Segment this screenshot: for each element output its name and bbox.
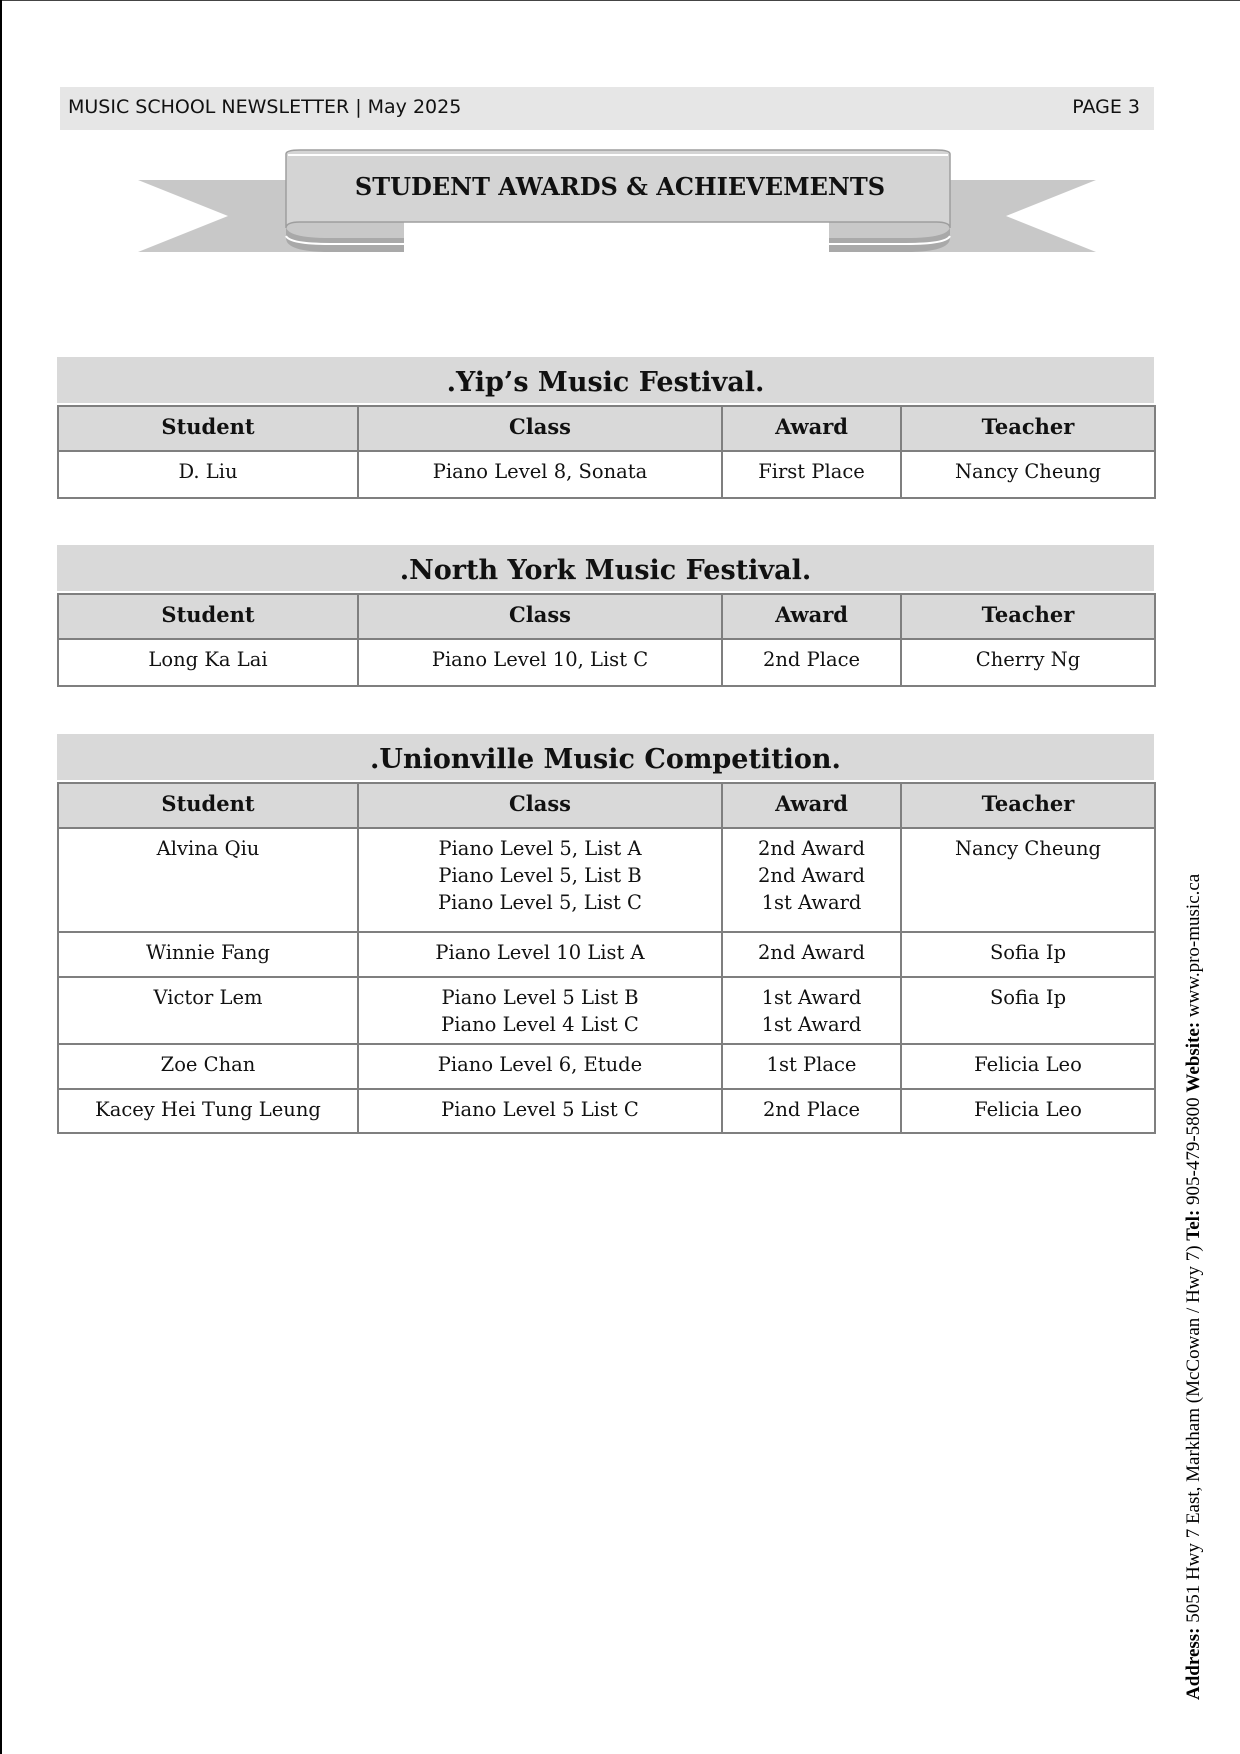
student-cell: Kacey Hei Tung Leung [58,1089,358,1133]
table-header-row [58,594,1155,639]
award-cell [722,639,901,686]
class-line: Piano Level 6, Etude [437,1053,643,1076]
class-cell [358,639,722,686]
column-header-teacher: Teacher [901,406,1155,451]
student-cell: Winnie Fang [58,932,358,977]
section-title: .Unionville Music Competition. [57,734,1154,782]
table-row [58,1089,1155,1133]
table-row [58,932,1155,977]
awards-table [57,782,1156,1134]
award-line: 2nd Award [758,941,865,964]
award-line: 2nd Place [762,648,861,671]
class-line: Piano Level 10, List C [431,648,649,671]
teacher-cell: Felicia Leo [901,1044,1155,1089]
column-header-class: Class [358,594,722,639]
class-cell [358,1044,722,1089]
website-link[interactable]: www.pro-music.ca [1183,873,1204,1022]
column-header-student: Student [58,594,358,639]
student-cell: D. Liu [58,451,358,498]
teacher-cell: Nancy Cheung [901,451,1155,498]
column-header-teacher: Teacher [901,594,1155,639]
table-row [58,1044,1155,1089]
class-line: Piano Level 8, Sonata [432,460,648,483]
address-text: 5051 Hwy 7 East, Markham (McCowan / Hwy 7) [1183,1240,1204,1628]
class-line: Piano Level 10 List A [435,941,645,964]
award-line: 2nd Place [762,1098,861,1121]
class-line: Piano Level 5, List B [438,864,642,887]
teacher-cell: Sofia Ip [901,932,1155,977]
class-line: Piano Level 5 List C [441,1098,639,1121]
column-header-class: Class [358,783,722,828]
class-cell [358,1089,722,1133]
column-header-student: Student [58,406,358,451]
teacher-cell: Sofia Ip [901,977,1155,1044]
award-line: First Place [758,460,865,483]
award-line: 2nd Award [758,837,865,860]
column-header-class: Class [358,406,722,451]
class-cell [358,451,722,498]
website-label: Website: [1183,1021,1204,1093]
class-cell [358,977,722,1044]
table-row [58,828,1155,932]
award-line: 1st Award [761,986,862,1009]
class-cell [358,828,722,932]
class-line: Piano Level 5, List A [438,837,642,860]
award-line: 2nd Award [758,864,865,887]
tel-label: Tel: [1183,1209,1204,1241]
section-yips-music-festival [57,357,1154,499]
page-number: PAGE 3 [1072,96,1140,118]
class-line: Piano Level 5 List B [441,986,639,1009]
award-cell [722,977,901,1044]
teacher-cell: Felicia Leo [901,1089,1155,1133]
class-line: Piano Level 5, List C [438,891,642,914]
student-cell: Victor Lem [58,977,358,1044]
newsletter-title: MUSIC SCHOOL NEWSLETTER | May 2025 [68,96,462,118]
award-line: 1st Award [761,891,862,914]
award-line: 1st Award [761,1013,862,1036]
awards-table [57,593,1156,687]
table-row [58,451,1155,498]
table-header-row [58,406,1155,451]
award-cell [722,1089,901,1133]
award-cell [722,1044,901,1089]
section-unionville-music-competition [57,734,1154,1134]
teacher-cell: Cherry Ng [901,639,1155,686]
column-header-teacher: Teacher [901,783,1155,828]
student-cell: Alvina Qiu [58,828,358,932]
column-header-award: Award [722,783,901,828]
award-cell [722,932,901,977]
class-cell [358,932,722,977]
student-cell: Zoe Chan [58,1044,358,1089]
teacher-cell: Nancy Cheung [901,828,1155,932]
column-header-award: Award [722,594,901,639]
contact-info-vertical [1183,874,1205,1700]
section-title: .Yip’s Music Festival. [57,357,1154,405]
award-cell [722,828,901,932]
column-header-award: Award [722,406,901,451]
awards-table [57,405,1156,499]
ribbon-banner [0,0,1240,270]
section-title: .North York Music Festival. [57,545,1154,593]
award-line: 1st Place [766,1053,857,1076]
section-north-york-music-festival [57,545,1154,687]
student-cell: Long Ka Lai [58,639,358,686]
column-header-student: Student [58,783,358,828]
address-label: Address: [1183,1627,1204,1700]
tel-text: 905-479-5800 [1183,1092,1204,1210]
table-row [58,639,1155,686]
award-cell [722,451,901,498]
table-header-row [58,783,1155,828]
table-row [58,977,1155,1044]
class-line: Piano Level 4 List C [441,1013,639,1036]
banner-title: STUDENT AWARDS & ACHIEVEMENTS [354,172,886,201]
